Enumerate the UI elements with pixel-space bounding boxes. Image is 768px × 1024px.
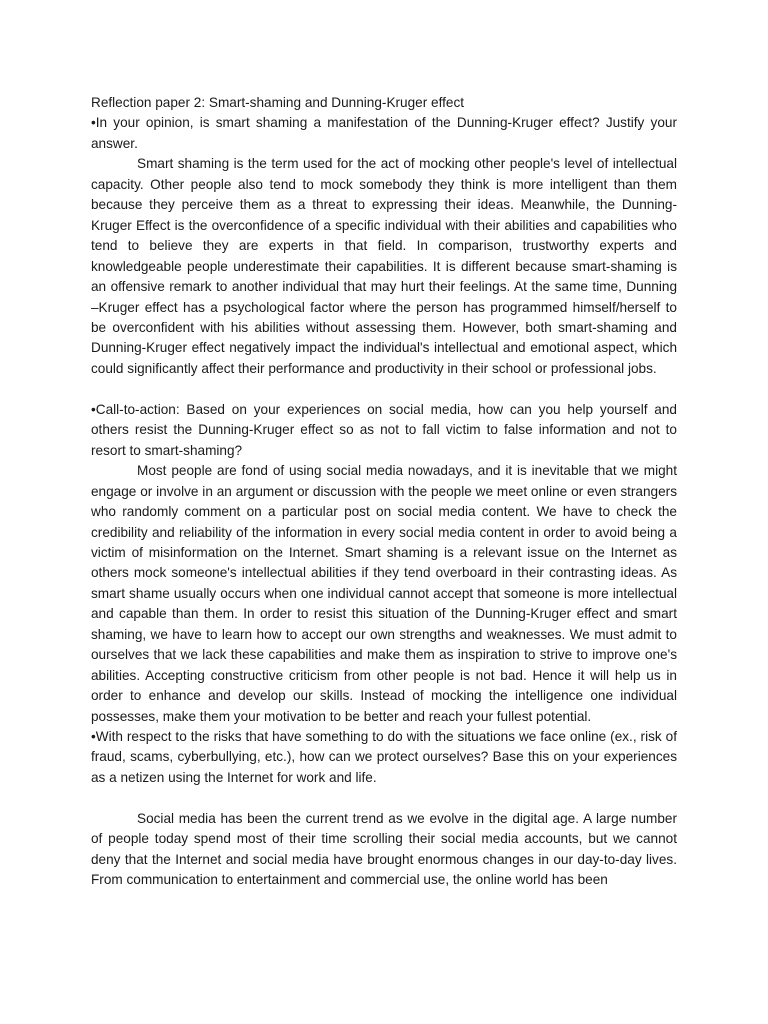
question-1: •In your opinion, is smart shaming a manifestation of the Dunning-Kruger effect? Justify your answer. [91, 115, 677, 151]
question-2: •Call-to-action: Based on your experiences on social media, how can you help yourself and others resist the Dunning-Kruger effect so as not to fall victim to false information and not to resort to smart-shaming? [91, 401, 677, 458]
document-page [91, 93, 677, 891]
document-title: Reflection paper 2: Smart-shaming and Dunning-Kruger effect [91, 95, 465, 110]
answer-3-paragraph: Social media has been the current trend as we evolve in the digital age. A large number of people today spend most of their time scrolling their social media accounts, but we cannot deny that the Internet and social media have brought enormous changes in our day-to-day lives. From communication to entertainment and commercial use, the online world has been [91, 810, 677, 888]
answer-2-paragraph: Most people are fond of using social media nowadays, and it is inevitable that we might engage or involve in an argument or discussion with the people we meet online or even strangers who randomly comment on a particular post on social media content. We have to check the credibility and reliability of the information in every social media content in order to avoid being a victim of misinformation on the Internet. Smart shaming is a relevant issue on the Internet as others mock someone's intellectual abilities if they tend overboard in their contrasting ideas. As smart shame usually occurs when one individual cannot accept that someone is more intellectual and capable than them. In order to resist this situation of the Dunning-Kruger effect and smart shaming, we have to learn how to accept our own strengths and weaknesses. We must admit to ourselves that we lack these capabilities and make them as inspiration to strive to improve one's abilities. Accepting constructive criticism from other people is not bad. Hence it will help us in order to enhance and develop our skills. Instead of mocking the intelligence one individual possesses, make them your motivation to be better and reach your fullest potential. [91, 463, 677, 724]
paragraph-spacer [91, 379, 677, 399]
paragraph-spacer [91, 788, 677, 808]
answer-1-paragraph: Smart shaming is the term used for the act of mocking other people's level of intellectual capacity. Other people also tend to mock somebody they think is more intelligent than them because they perceive them as a threat to expressing their ideas. Meanwhile, the Dunning-Kruger Effect is the overconfidence of a specific individual with their abilities and capabilities who tend to believe they are experts in that field. In comparison, trustworthy experts and knowledgeable people underestimate their capabilities. It is different because smart-shaming is an offensive remark to another individual that may hurt their feelings. At the same time, Dunning –Kruger effect has a psychological factor where the person has programmed himself/herself to be overconfident with his abilities without assessing them. However, both smart-shaming and Dunning-Kruger effect negatively impact the individual's intellectual and emotional aspect, which could significantly affect their performance and productivity in their school or professional jobs. [91, 156, 677, 376]
question-3: •With respect to the risks that have something to do with the situations we face online (ex., risk of fraud, scams, cyberbullying, etc.), how can we protect ourselves? Base this on your experiences as a netizen using the Internet for work and life. [91, 729, 677, 785]
